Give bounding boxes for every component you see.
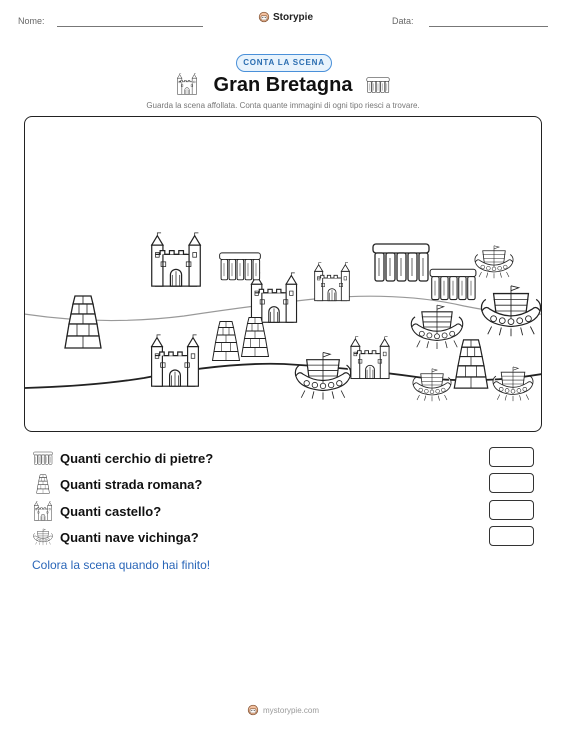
stone-circle-1 — [219, 252, 260, 279]
name-label: Nome: — [18, 16, 45, 26]
roman-road-4 — [454, 339, 487, 387]
castle-5 — [350, 336, 388, 378]
roman-road-3 — [241, 317, 268, 356]
stone-circle-3 — [430, 269, 476, 299]
question-text: Quanti castello? — [60, 503, 162, 519]
castle-4 — [151, 334, 198, 385]
instructions-text: Guarda la scena affollata. Conta quante immagini di ogni tipo riesci a trovare. — [146, 101, 420, 110]
storypie-logo-icon — [258, 11, 270, 23]
castle-1 — [151, 232, 200, 285]
question-row-4 — [33, 526, 199, 548]
viking-ship-1 — [474, 245, 512, 278]
answer-box-viking-ship[interactable] — [489, 526, 534, 546]
activity-badge: CONTA LA SCENA — [236, 54, 332, 72]
brand-name: Storypie — [273, 11, 314, 23]
scene-illustration — [24, 116, 542, 432]
question-text: Quanti strada romana? — [60, 476, 203, 492]
name-line[interactable] — [57, 26, 203, 27]
date-line[interactable] — [429, 26, 548, 27]
viking-ship-4 — [295, 352, 350, 399]
roman-road-2 — [212, 321, 239, 360]
stone-circle-icon — [33, 450, 53, 466]
question-row-2 — [33, 473, 202, 495]
viking-ship-6 — [492, 366, 532, 400]
question-row-1 — [33, 447, 213, 469]
stone-circle-title-icon — [366, 76, 390, 94]
viking-ship-3 — [411, 305, 462, 349]
scene-frame — [24, 116, 542, 432]
answer-box-castle[interactable] — [489, 500, 534, 520]
roman-road-1 — [65, 296, 101, 348]
date-label: Data: — [392, 16, 414, 26]
page-title: Gran Bretagna — [213, 74, 353, 96]
question-text: Quanti cerchio di pietre? — [60, 450, 214, 466]
viking-ship-icon — [33, 528, 53, 546]
brand-logo — [258, 11, 313, 23]
castle-icon — [33, 501, 53, 521]
stone-circle-2 — [373, 244, 429, 281]
footer-url[interactable]: mystorypie.com — [262, 705, 319, 715]
answer-box-stone-circle[interactable] — [489, 447, 534, 467]
viking-ship-5 — [412, 368, 450, 401]
castle-3 — [314, 262, 349, 300]
viking-ship-2 — [481, 285, 540, 335]
question-row-3 — [33, 500, 161, 522]
color-instruction: Colora la scena quando hai finito! — [32, 558, 211, 572]
question-text: Quanti nave vichinga? — [60, 529, 199, 545]
answer-box-roman-road[interactable] — [489, 473, 534, 493]
footer — [0, 704, 566, 716]
storypie-footer-icon — [247, 704, 259, 716]
roman-road-icon — [33, 474, 53, 494]
